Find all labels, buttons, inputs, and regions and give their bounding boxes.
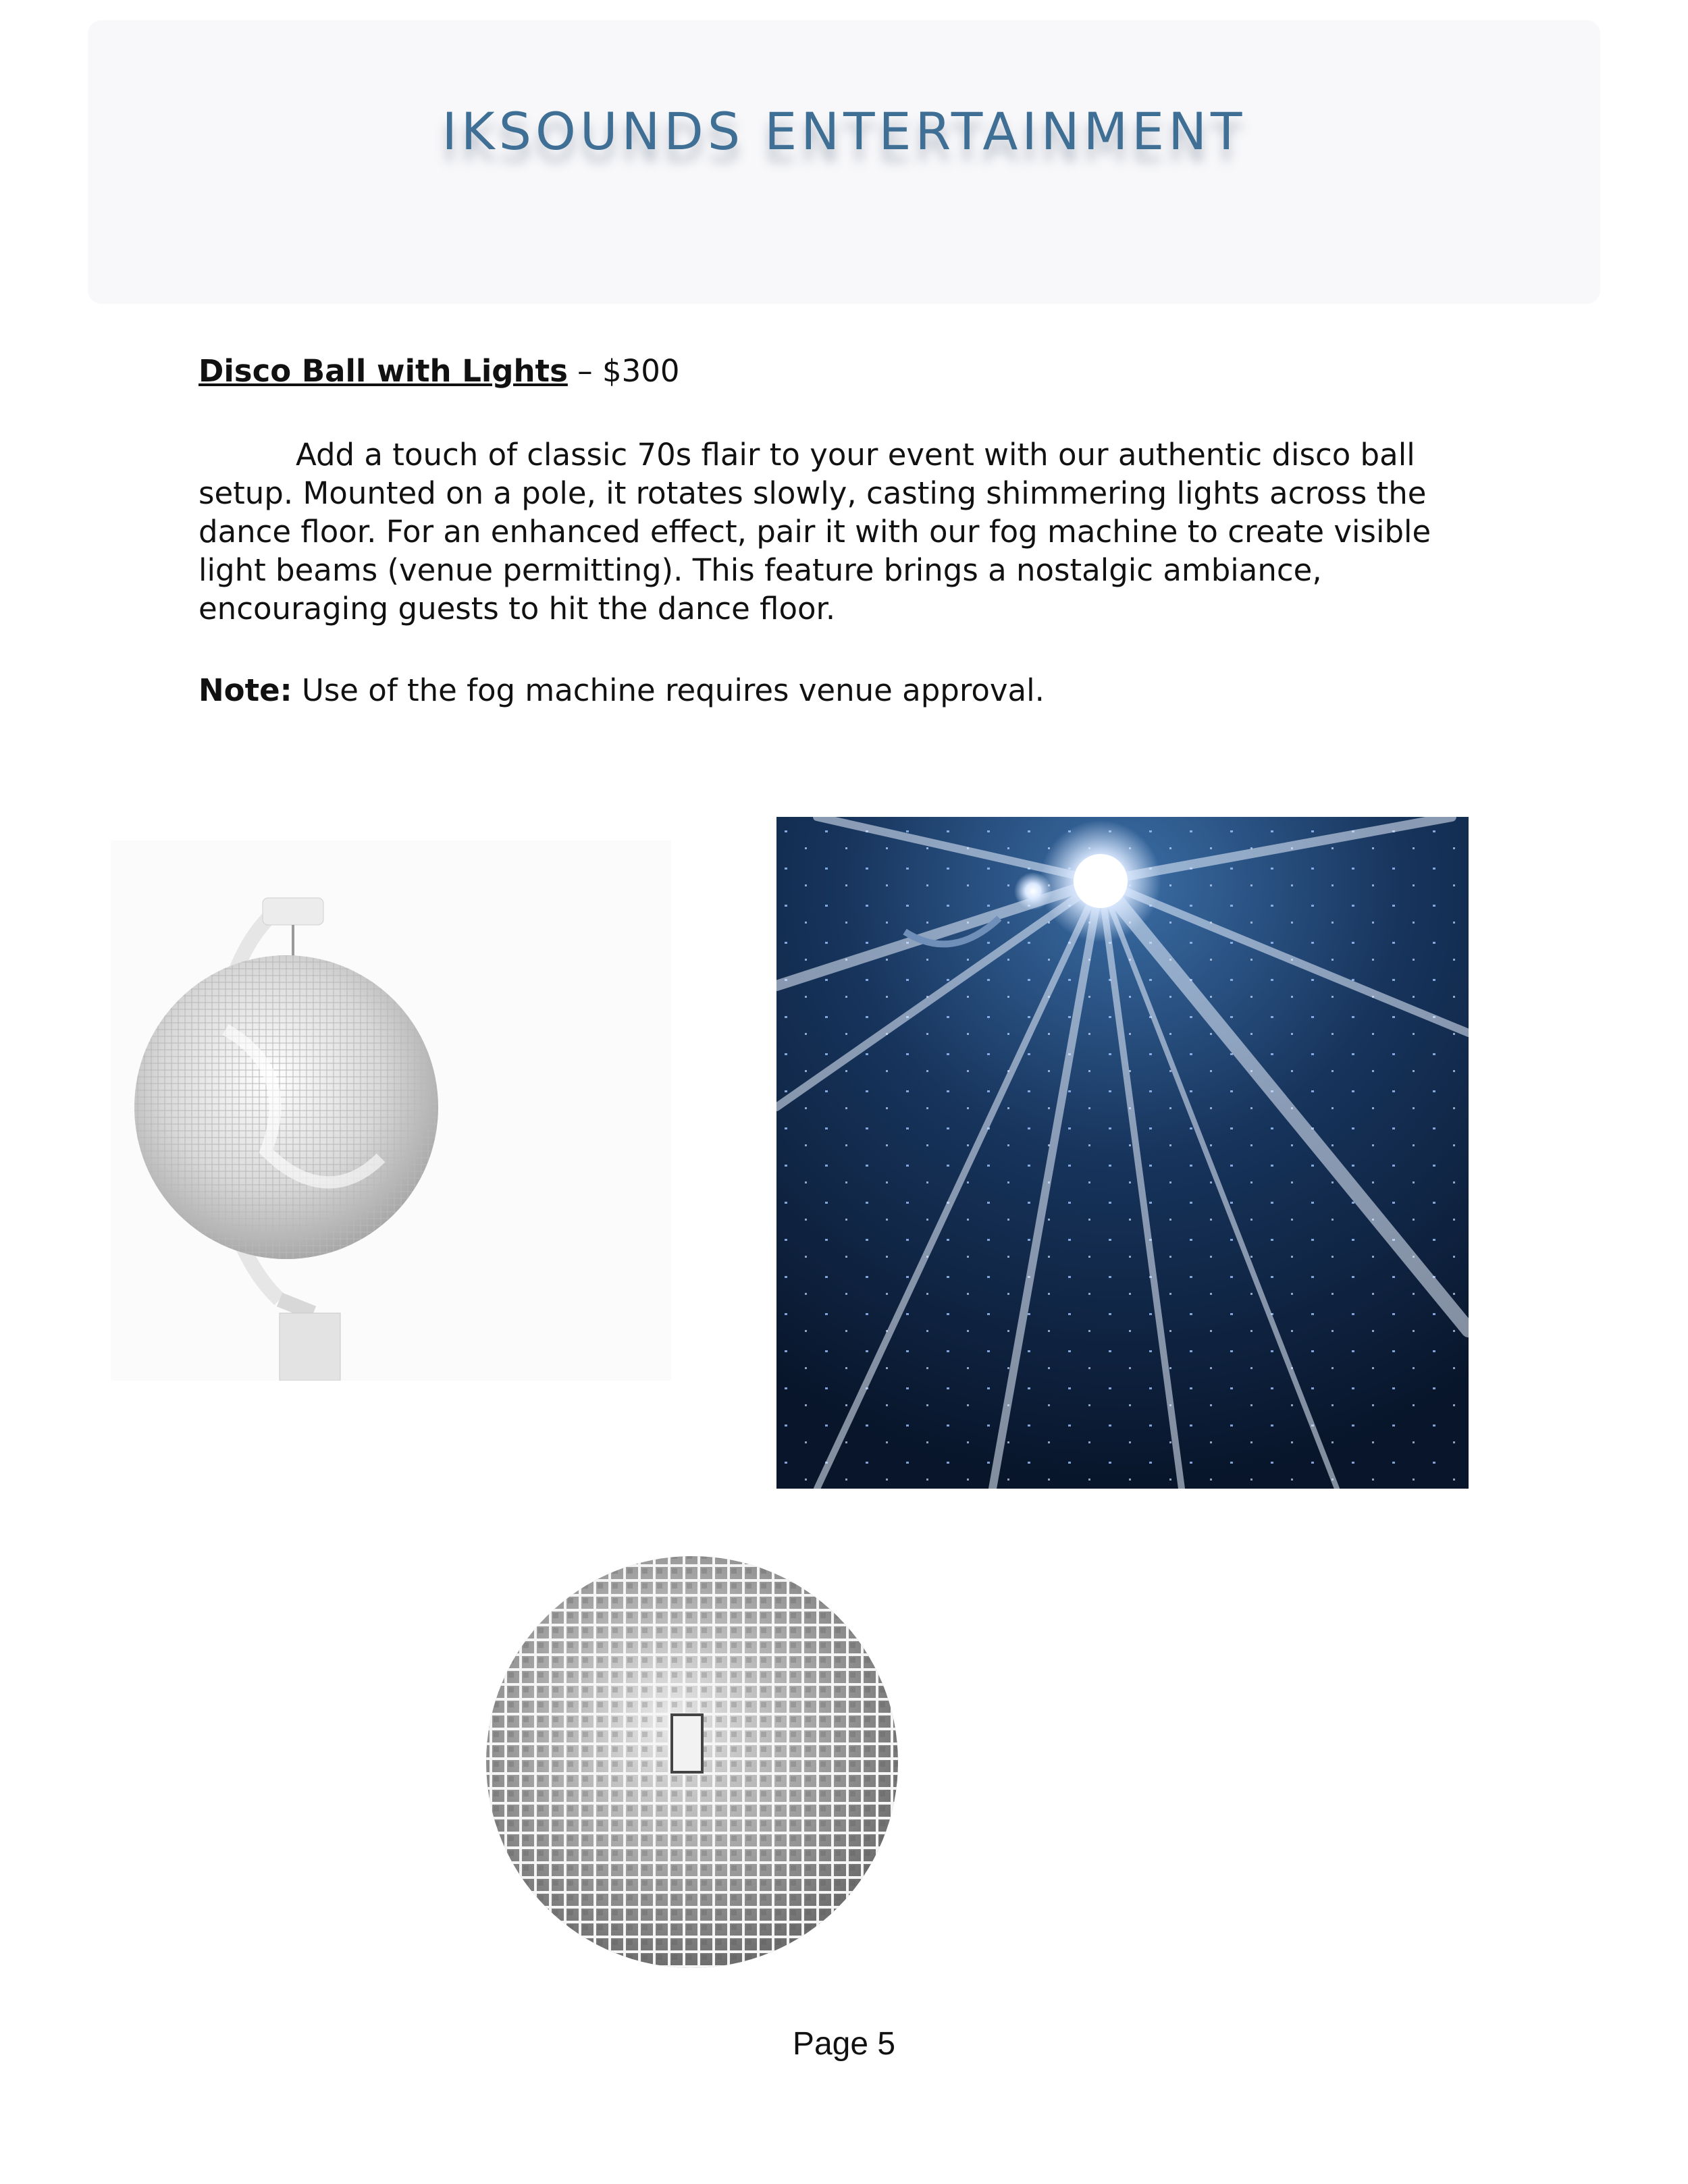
disco-ball-stand-image	[111, 841, 671, 1381]
disco-light-beams-image	[776, 817, 1469, 1489]
product-description	[199, 435, 1502, 628]
page-number: Page 5	[792, 2026, 896, 2062]
company-logo: IKSOUNDS ENTERTAINMENT	[442, 101, 1246, 161]
note-text: Use of the fog machine requires venue approval.	[292, 672, 1045, 708]
note-line	[199, 672, 1045, 710]
price-separator: –	[567, 353, 602, 389]
description-text: Add a touch of classic 70s flair to your event with our authentic disco ball setup. Mounted on a pole, it rotates slowly, casting shimmering lights across the dance floor. For an enhanced effect, pair it with our fog machine to create visible light beams (venue permitting). This feature brings a nostalgic ambiance, encouraging guests to hit the dance floor.	[199, 437, 1431, 627]
header-band	[88, 20, 1600, 304]
note-label: Note:	[199, 672, 292, 708]
mirror-disco-ball-image	[476, 1536, 928, 1978]
product-name: Disco Ball with Lights	[199, 353, 568, 389]
product-price: $300	[602, 353, 680, 389]
product-heading	[199, 352, 680, 390]
